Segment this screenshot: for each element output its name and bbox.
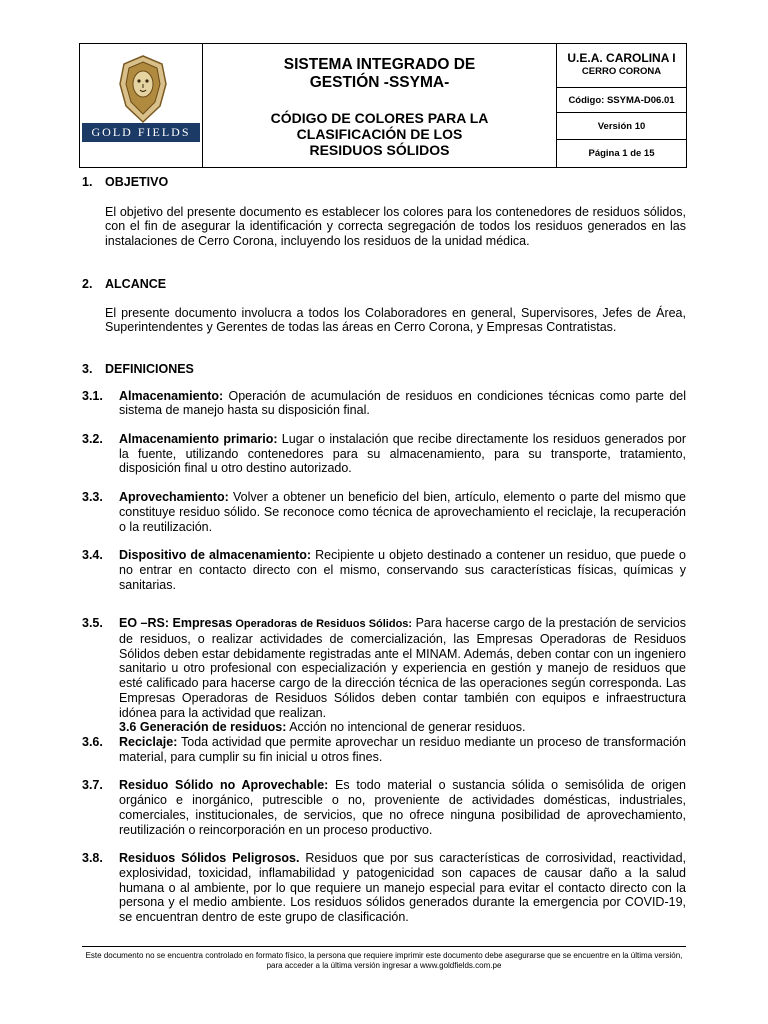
- section-heading-definiciones: 3. DEFINICIONES: [82, 361, 194, 376]
- unit-name: U.E.A. CAROLINA I: [567, 51, 676, 65]
- definition-item: 3.2. Almacenamiento primario: Lugar o instalación que recibe directamente los residuos generados por la fuente, utilizando contenedores para su almacenamiento, para su transporte, tratamiento, disposición final u otro destino autorizado.: [82, 432, 686, 476]
- logo-cell: [80, 44, 203, 167]
- footer-divider: [82, 946, 686, 947]
- definition-item: 3.6. Reciclaje: Toda actividad que permite aprovechar un residuo mediante un proceso de transformación material, para cumplir su fin inicial u otros fines.: [82, 734, 686, 764]
- section-heading-alcance: 2. ALCANCE: [82, 276, 167, 291]
- definition-item: 3.1. Almacenamiento: Operación de acumulación de residuos en condiciones técnicas como parte del sistema de manejo hasta su disposición final.: [82, 388, 686, 418]
- section-heading-objetivo: 1. OBJETIVO: [82, 175, 169, 189]
- title-cell: [203, 44, 556, 167]
- document-title: CÓDIGO DE COLORES PARA LA CLASIFICACIÓN DE LOS RESIDUOS SÓLIDOS: [270, 110, 489, 158]
- lion-crest-icon: [116, 54, 170, 124]
- version-row: [557, 113, 686, 140]
- unit-row: [557, 44, 686, 88]
- info-cell: [556, 44, 686, 167]
- code-row: [557, 88, 686, 113]
- definition-item: 3.5. EO –RS: Empresas Operadoras de Residuos Sólidos: Para hacerse cargo de la prestación de servicios de residuos, o realizar actividades de comercialización, las Empresas Operadoras de Residuos Sólidos deben estar debidamente registradas ante el MINAM. Además, deben contar con un ingeniero sanitario u otro profesional con especialización y experiencia en gestión y manejo de residuos que esté calificado para hacerse cargo de la dirección técnica de las operaciones según corresponda. Las Empresas Operadoras de Residuos Sólidos deben contar también con equipos e infraestructura idónea para la actividad que realizan. 3.6 Generación de residuos: Acción no intencional de generar residuos.: [82, 616, 687, 735]
- system-title: SISTEMA INTEGRADO DE GESTIÓN -SSYMA-: [283, 56, 476, 91]
- definition-item: 3.8. Residuos Sólidos Peligrosos. Residuos que por sus características de corrosividad, reactividad, explosividad, toxicidad, inflamabilidad y patogenicidad son capaces de causar daño a la salud humana o al ambiente, por lo que requiere un manejo especial para evitar el contacto directo con la persona y el medio ambiente. Los residuos sólidos generados durante la emergencia por COVID-19, se encuentran dentro de este grupo de clasificación.: [82, 851, 686, 925]
- page-number: Página 1 de 15: [588, 148, 655, 159]
- site-name: CERRO CORONA: [581, 66, 662, 77]
- alcance-paragraph: El presente documento involucra a todos los Colaboradores en general, Supervisores, Jefes de Área, Superintendentes y Gerentes de todas las áreas en Cerro Corona, y Empresas Contratistas.: [105, 305, 686, 335]
- definition-item: 3.3. Aprovechamiento: Volver a obtener un beneficio del bien, artículo, elemento o parte del mismo que constituye residuo sólido. Se reconoce como técnica de aprovechamiento el reciclaje, la recuperación o la reutilización.: [82, 490, 686, 534]
- page-row: [557, 140, 686, 167]
- definition-item: 3.4. Dispositivo de almacenamiento: Recipiente u objeto destinado a contener un residuo, que puede o no entrar en contacto directo con el mismo, conservando sus características físicas, químicas y sanitarias.: [82, 548, 686, 592]
- document-header: [79, 43, 687, 168]
- footer-disclaimer: Este documento no se encuentra controlado en formato físico, la persona que requiere imprimir este documento debe asegurarse que se encuentre en la última versión, para acceder a la última versión ingresar a www.goldfields.com.pe: [85, 951, 683, 970]
- document-code: Código: SSYMA-D06.01: [568, 95, 675, 106]
- document-version: Versión 10: [597, 121, 646, 132]
- objetivo-paragraph: El objetivo del presente documento es establecer los colores para los contenedores de residuos sólidos, con el fin de asegurar la identificación y correcta segregación de todos los residuos generados en las instalaciones de Cerro Corona, incluyendo los residuos de la unidad médica.: [105, 204, 686, 249]
- definition-item: 3.7. Residuo Sólido no Aprovechable: Es todo material o sustancia sólida o semisólida de origen orgánico e inorgánico, putrescible o no, proveniente de actividades domésticas, industriales, comerciales, institucionales, de servicios, que no ofrece ninguna posibilidad de aprovechamiento, reutilización o reincorporación en un proceso productivo.: [82, 778, 686, 837]
- gold-fields-logo: GOLD FIELDS: [82, 123, 200, 142]
- document-body: [82, 175, 686, 925]
